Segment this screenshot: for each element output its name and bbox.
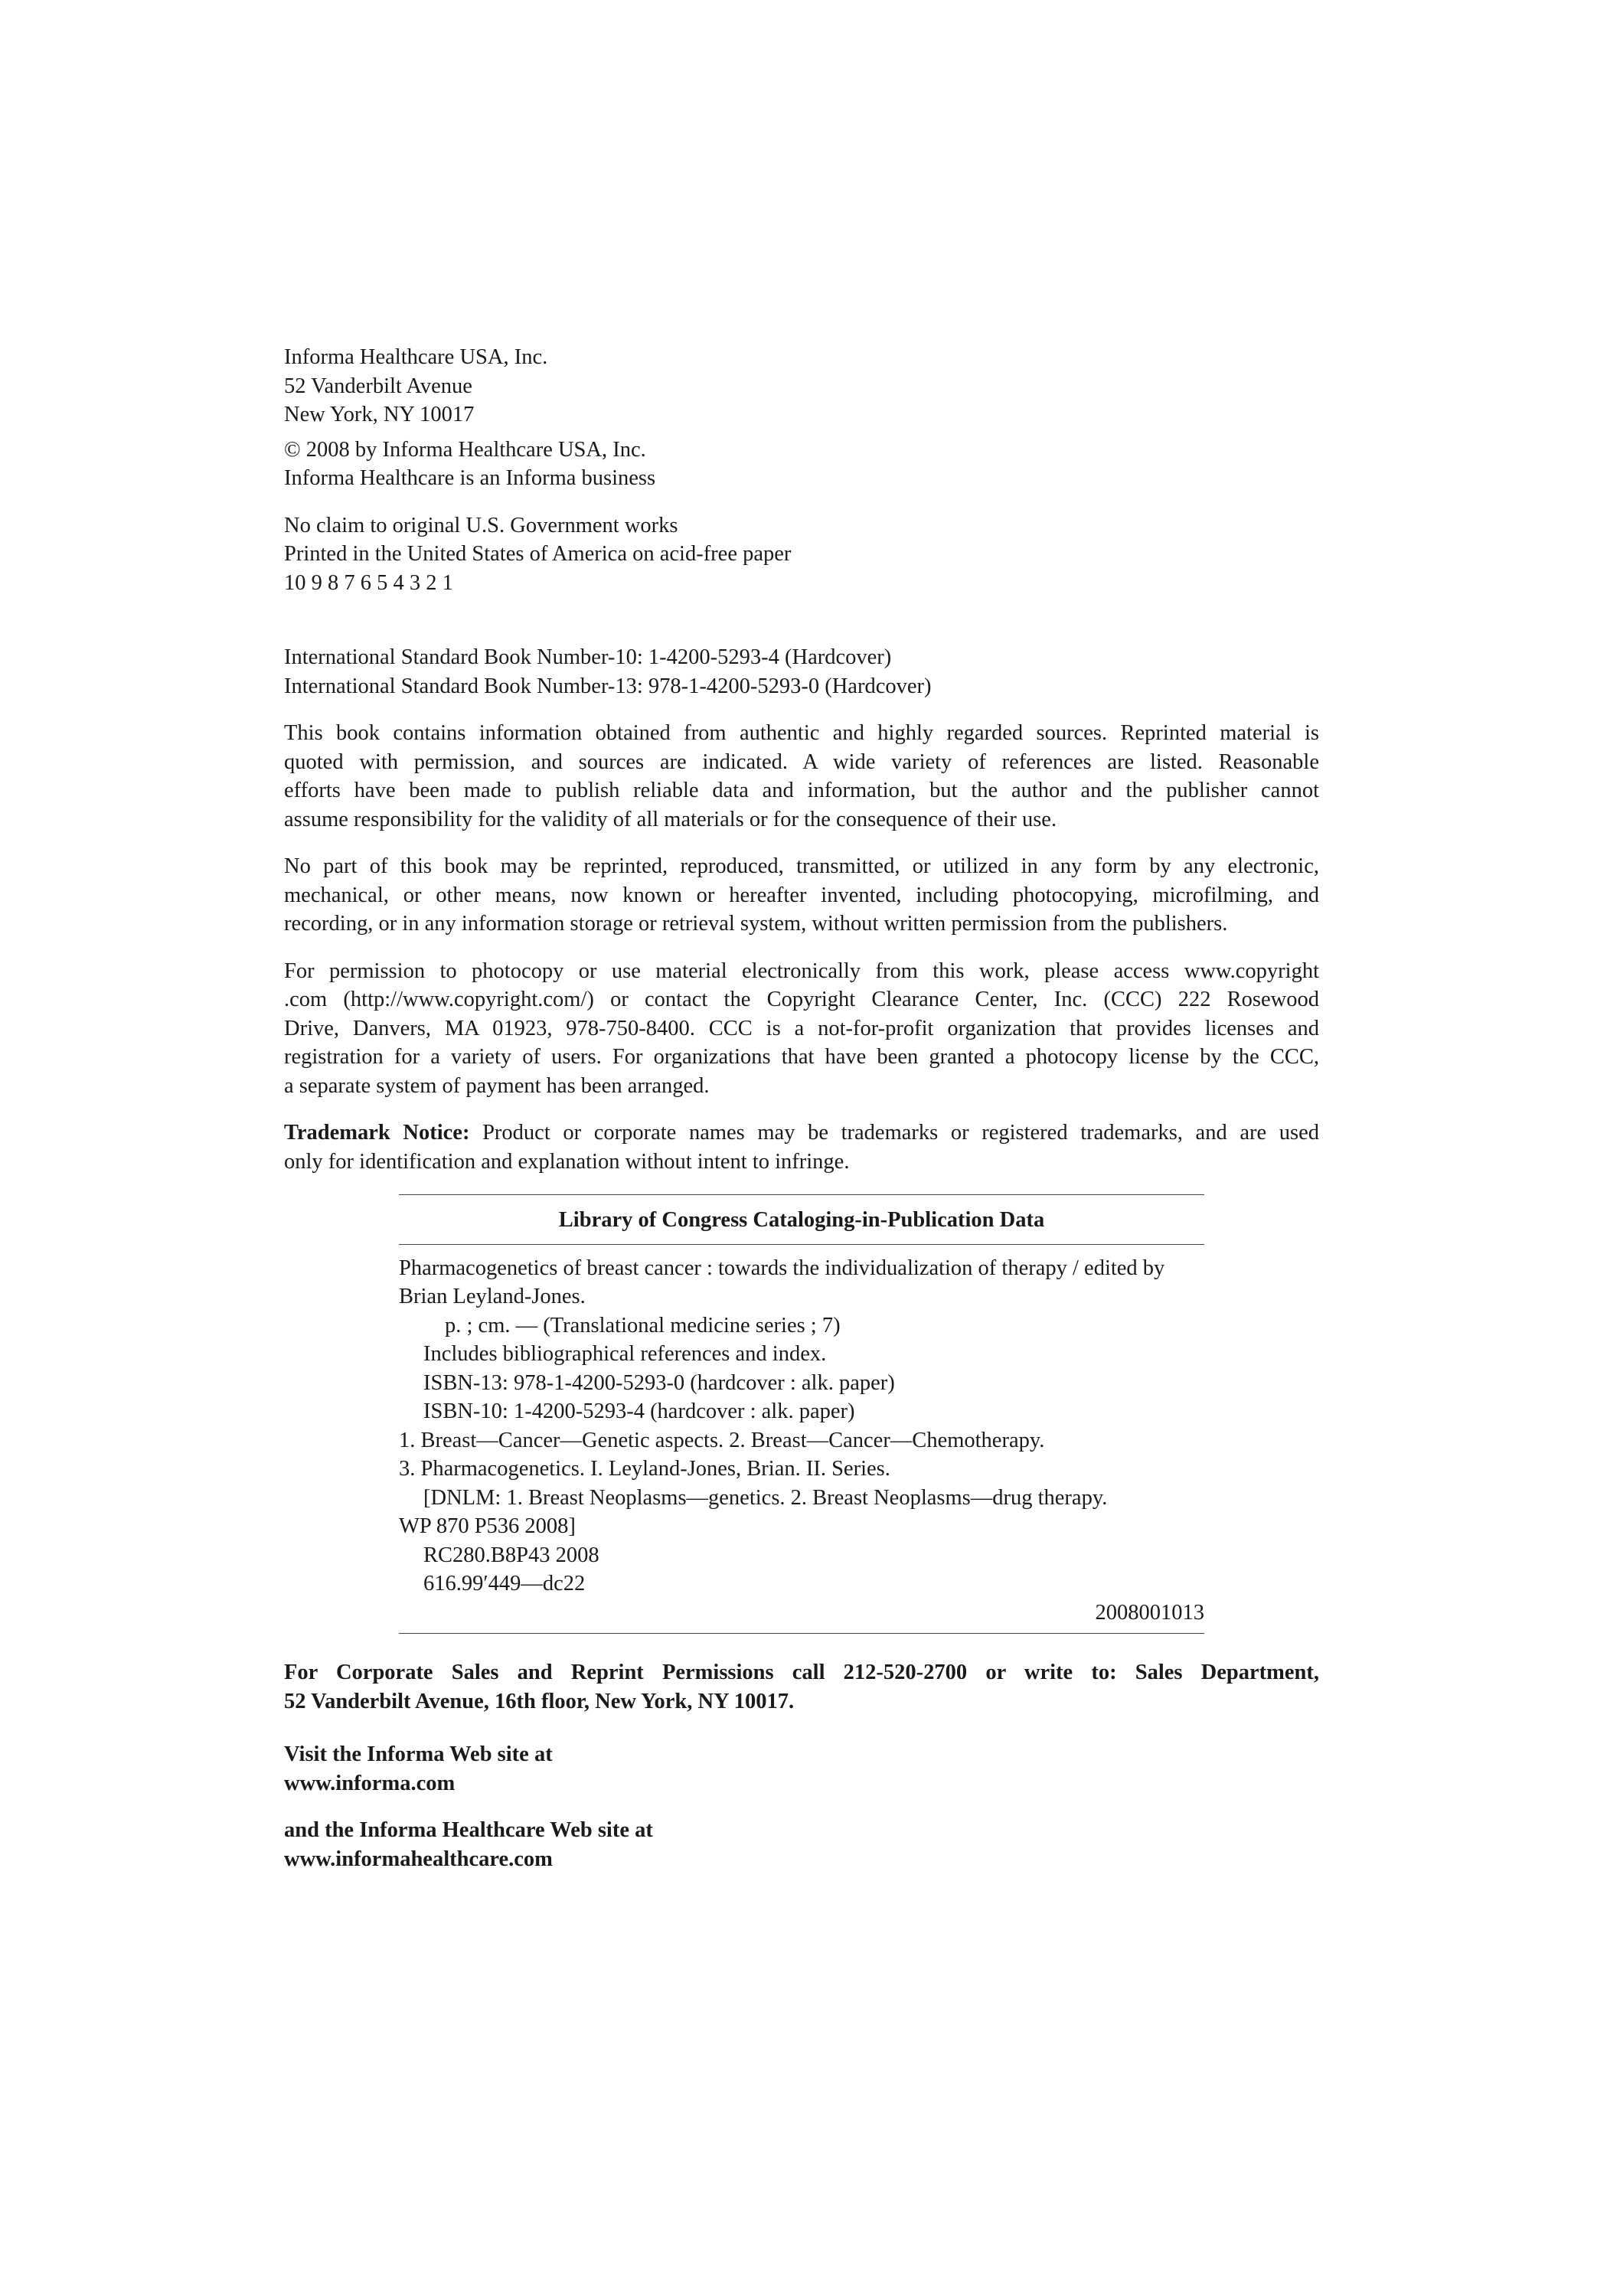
- isbn-block: [284, 643, 1319, 701]
- cip-entry: WP 870 P536 2008]: [399, 1514, 576, 1538]
- cip-entry: 3. Pharmacogenetics. I. Leyland-Jones, Brian. II. Series.: [399, 1457, 890, 1481]
- sales-paragraph: [284, 1658, 1319, 1716]
- isbn-10: International Standard Book Number-10: 1-4200-5293-4 (Hardcover): [284, 645, 892, 669]
- reproduction-line: mechanical, or other means, now known or hereafter invented, including photocopying, microfilming, and: [284, 883, 1319, 907]
- reproduction-line: recording, or in any information storage or retrieval system, without written permission from the publishers.: [284, 912, 1228, 936]
- print-notes: [284, 511, 1319, 598]
- cip-entry: ISBN-10: 1-4200-5293-4 (hardcover : alk. paper): [423, 1399, 855, 1423]
- cip-entry: Includes bibliographical references and index.: [423, 1342, 827, 1366]
- cip-body: [399, 1245, 1204, 1634]
- sources-line: This book contains information obtained from authentic and highly regarded sources. Reprinted material is: [284, 721, 1319, 745]
- trademark-text: Product or corporate names may be trademarks or registered trademarks, and are used: [469, 1121, 1319, 1145]
- informa-url[interactable]: www.informa.com: [284, 1771, 456, 1795]
- permission-line: Drive, Danvers, MA 01923, 978-750-8400. CCC is a not-for-profit organization that provides licenses and: [284, 1016, 1319, 1040]
- healthcare-web-label: and the Informa Healthcare Web site at: [284, 1818, 653, 1842]
- sources-paragraph: [284, 719, 1319, 834]
- cip-data-block: [399, 1194, 1204, 1634]
- permission-line: .com (http://www.copyright.com/) or contact the Copyright Clearance Center, Inc. (CCC) 222 Rosewood: [284, 988, 1319, 1011]
- publisher-city: New York, NY 10017: [284, 403, 475, 426]
- healthcare-url[interactable]: www.informahealthcare.com: [284, 1847, 553, 1871]
- copyright-page: [284, 343, 1319, 1873]
- informa-web-label: Visit the Informa Web site at: [284, 1742, 553, 1766]
- cip-control-number: 2008001013: [1095, 1600, 1204, 1625]
- reproduction-paragraph: [284, 852, 1319, 939]
- permission-paragraph: [284, 957, 1319, 1101]
- cip-entry: Pharmacogenetics of breast cancer : towards the individualization of therapy / edited by: [399, 1256, 1165, 1280]
- sources-line: quoted with permission, and sources are indicated. A wide variety of references are listed. Reasonable: [284, 750, 1319, 774]
- trademark-line: [284, 1119, 1319, 1148]
- sales-line: 52 Vanderbilt Avenue, 16th floor, New York, NY 10017.: [284, 1689, 795, 1713]
- cip-entry: 1. Breast—Cancer—Genetic aspects. 2. Breast—Cancer—Chemotherapy.: [399, 1428, 1045, 1452]
- trademark-paragraph: [284, 1119, 1319, 1176]
- sources-line: assume responsibility for the validity of all materials or for the consequence of their use.: [284, 807, 1057, 831]
- copyright-line: © 2008 by Informa Healthcare USA, Inc.: [284, 437, 646, 462]
- business-line: Informa Healthcare is an Informa business: [284, 466, 656, 490]
- cip-entry: ISBN-13: 978-1-4200-5293-0 (hardcover : alk. paper): [423, 1370, 895, 1395]
- reproduction-line: No part of this book may be reprinted, reproduced, transmitted, or utilized in any form by any electronic,: [284, 854, 1319, 878]
- web-block: [284, 1740, 1319, 1873]
- trademark-label: Trademark Notice:: [284, 1121, 470, 1145]
- cip-entry: 616.99′449—dc22: [423, 1572, 586, 1595]
- cip-entry: RC280.B8P43 2008: [423, 1543, 599, 1567]
- publisher-name: Informa Healthcare USA, Inc.: [284, 345, 548, 369]
- gov-works-note: No claim to original U.S. Government works: [284, 513, 678, 537]
- cip-title: Library of Congress Cataloging-in-Publication Data: [558, 1208, 1045, 1232]
- cip-entry: [DNLM: 1. Breast Neoplasms—genetics. 2. Breast Neoplasms—drug therapy.: [423, 1485, 1108, 1510]
- permission-line: registration for a variety of users. For organizations that have been granted a photocopy license by the CCC,: [284, 1045, 1319, 1069]
- isbn-13: International Standard Book Number-13: 978-1-4200-5293-0 (Hardcover): [284, 674, 932, 698]
- cip-entry: p. ; cm. — (Translational medicine series ; 7): [445, 1313, 841, 1337]
- printed-note: Printed in the United States of America on acid-free paper: [284, 542, 792, 566]
- cip-entry: Brian Leyland-Jones.: [399, 1285, 586, 1308]
- sales-line: For Corporate Sales and Reprint Permissions call 212-520-2700 or write to: Sales Department,: [284, 1661, 1319, 1684]
- permission-line: For permission to photocopy or use material electronically from this work, please access www.copyright: [284, 959, 1319, 983]
- publisher-street: 52 Vanderbilt Avenue: [284, 374, 472, 398]
- publisher-block: [284, 343, 1319, 493]
- permission-line: a separate system of payment has been arranged.: [284, 1073, 710, 1098]
- print-line: 10 9 8 7 6 5 4 3 2 1: [284, 570, 453, 595]
- sources-line: efforts have been made to publish reliable data and information, but the author and the publisher cannot: [284, 779, 1319, 802]
- trademark-line: only for identification and explanation without intent to infringe.: [284, 1149, 850, 1174]
